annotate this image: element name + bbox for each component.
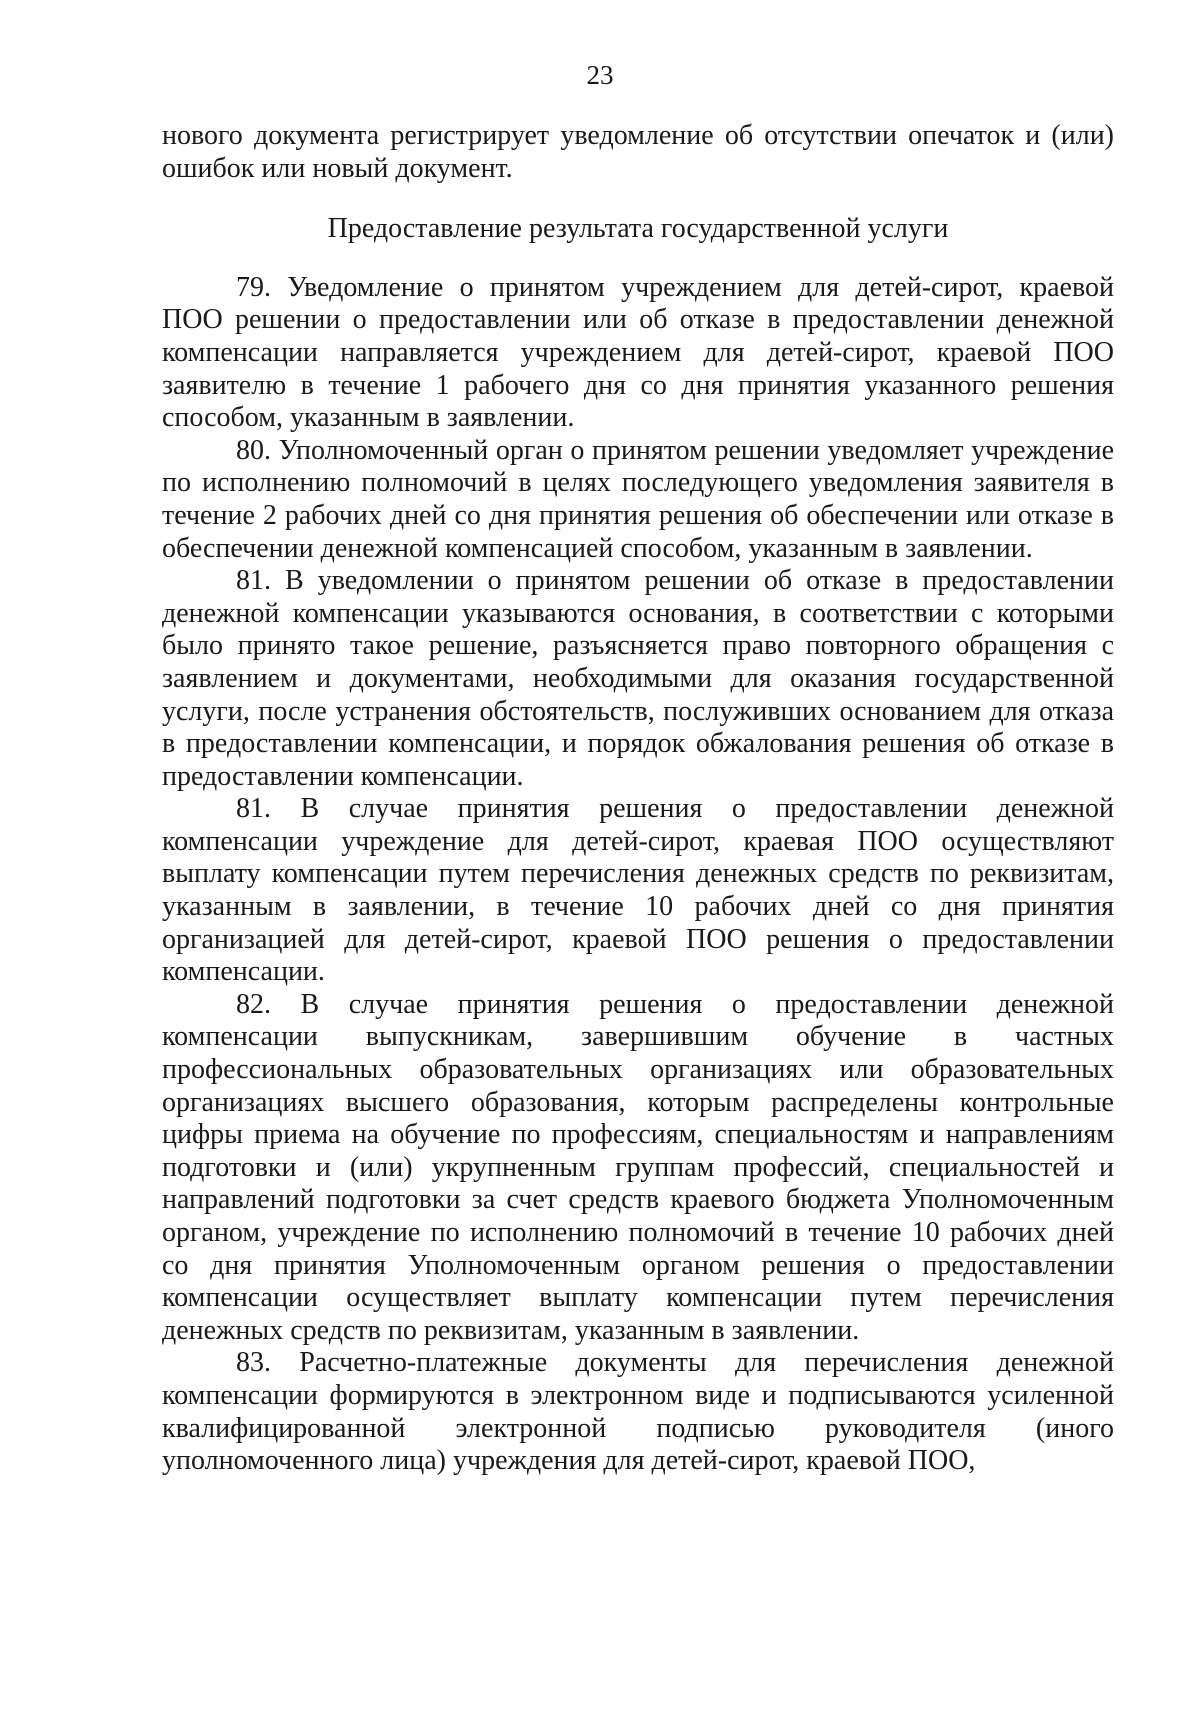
paragraph-83: 83. Расчетно-платежные документы для перечисления денежной компенсации формируются в электронном виде и подписываются усиленной квалифицированной электронной подписью руководителя (иного уполномоченного лица) учреждения для детей-сирот, краевой ПОО, [162, 1347, 1114, 1477]
paragraph-81-payment: 81. В случае принятия решения о предоставлении денежной компенсации учреждение для детей-сирот, краевая ПОО осуществляют выплату компенсации путем перечисления денежных средств по реквизитам, указанным в заявлении, в течение 10 рабочих дней со дня принятия организацией для детей-сирот, краевой ПОО решения о предоставлении компенсации. [162, 793, 1114, 988]
paragraph-79: 79. Уведомление о принятом учреждением для детей-сирот, краевой ПОО решении о предоставлении или об отказе в предоставлении денежной компенсации направляется учреждением для детей-сирот, краевой ПОО заявителю в течение 1 рабочего дня со дня принятия указанного решения способом, указанным в заявлении. [162, 271, 1114, 434]
paragraph-81-refusal: 81. В уведомлении о принятом решении об отказе в предоставлении денежной компенсации указываются основания, в соответствии с которыми было принято такое решение, разъясняется право повторного обращения с заявлением и документами, необходимыми для оказания государственной услуги, после устранения обстоятельств, послуживших основанием для отказа в предоставлении компенсации, и порядок обжалования решения об отказе в предоставлении компенсации. [162, 565, 1114, 792]
page-number: 23 [586, 60, 614, 90]
section-heading: Предоставление результата государственной услуги [327, 213, 949, 245]
document-body [162, 120, 1114, 1478]
paragraph-80: 80. Уполномоченный орган о принятом решении уведомляет учреждение по исполнению полномочий в целях последующего уведомления заявителя в течение 2 рабочих дней со дня принятия решения об обеспечении или отказе в обеспечении денежной компенсацией способом, указанным в заявлении. [162, 434, 1114, 564]
paragraph-82: 82. В случае принятия решения о предоставлении денежной компенсации выпускникам, завершившим обучение в частных профессиональных образовательных организациях или образовательных организациях высшего образования, которым распределены контрольные цифры приема на обучение по профессиям, специальностям и направлениям подготовки и (или) укрупненным группам профессий, специальностей и направлений подготовки за счет средств краевого бюджета Уполномоченным органом, учреждение по исполнению полномочий в течение 10 рабочих дней со дня принятия Уполномоченным органом решения о предоставлении компенсации осуществляет выплату компенсации путем перечисления денежных средств по реквизитам, указанным в заявлении. [162, 988, 1114, 1346]
paragraph-continuation: нового документа регистрирует уведомление об отсутствии опечаток и (или) ошибок или новый документ. [162, 120, 1114, 184]
